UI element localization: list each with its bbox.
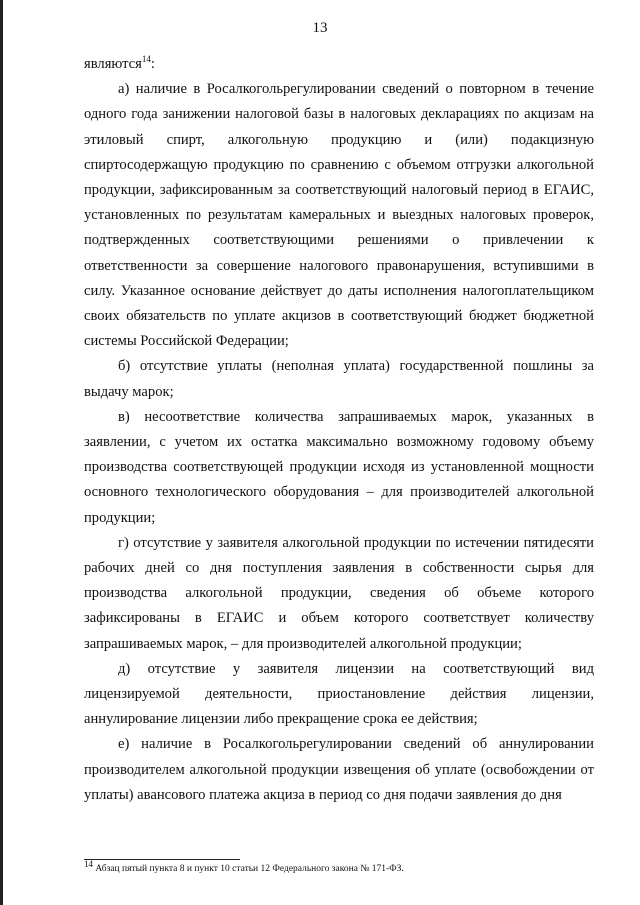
lead-suffix: : bbox=[150, 56, 155, 72]
paragraph-b: б) отсутствие уплаты (неполная уплата) государственной пошлины за выдачу марок; bbox=[84, 358, 594, 400]
lead-line bbox=[84, 52, 594, 77]
footnote-reference: 14 bbox=[141, 54, 151, 65]
scan-edge-line bbox=[0, 0, 3, 905]
page-number: 13 bbox=[312, 20, 328, 36]
footnote-separator bbox=[84, 859, 240, 860]
paragraph-d: д) отсутствие у заявителя лицензии на соответствующий вид лицензируемой деятельности, приостановление действия лицензии, аннулирование лицензии либо прекращение срока ее действия; bbox=[84, 660, 594, 728]
lead-text: являются bbox=[84, 56, 142, 72]
paragraph-v: в) несоответствие количества запрашиваемых марок, указанных в заявлении, с учетом их остатка максимально возможному годовому объему производства соответствующей продукции исходя из установленной мощности основного технологического оборудования – для производителей алкогольной продукции; bbox=[84, 408, 594, 526]
paragraph-g: г) отсутствие у заявителя алкогольной продукции по истечении пятидесяти рабочих дней со дня поступления заявления в собственности сырья для производства алкогольной продукции, сведения об объеме которого зафиксированы в ЕГАИС и объем которого соответствует количеству запрашиваемых марок, – для производителей алкогольной продукции; bbox=[84, 534, 594, 652]
document-body bbox=[84, 52, 594, 808]
footnote-text: Абзац пятый пункта 8 и пункт 10 статьи 12 Федерального закона № 171-ФЗ. bbox=[95, 864, 404, 875]
footnote-number: 14 bbox=[84, 859, 93, 869]
paragraph-e: е) наличие в Росалкогольрегулировании сведений об аннулировании производителем алкогольной продукции извещения об уплате (освобождении от уплаты) авансового платежа акциза в период со дня подачи заявления до дня bbox=[84, 736, 594, 803]
footnote bbox=[84, 859, 594, 875]
paragraph-a: а) наличие в Росалкогольрегулировании сведений о повторном в течение одного года занижении налоговой базы в налоговых декларациях по акцизам на этиловый спирт, алкогольную продукцию и (или) подакцизную спиртосодержащую продукцию по сравнению с объемом отгрузки алкогольной продукции, зафиксированным за соответствующий налоговый период в ЕГАИС, установленных по результатам камеральных и выездных налоговых проверок, подтвержденных соответствующими решениями о привлечении к ответственности за совершение налогового правонарушения, вступившими в силу. Указанное основание действует до даты исполнения налогоплательщиком своих обязательств по уплате акцизов в соответствующий бюджет бюджетной системы Российской Федерации; bbox=[84, 81, 594, 350]
